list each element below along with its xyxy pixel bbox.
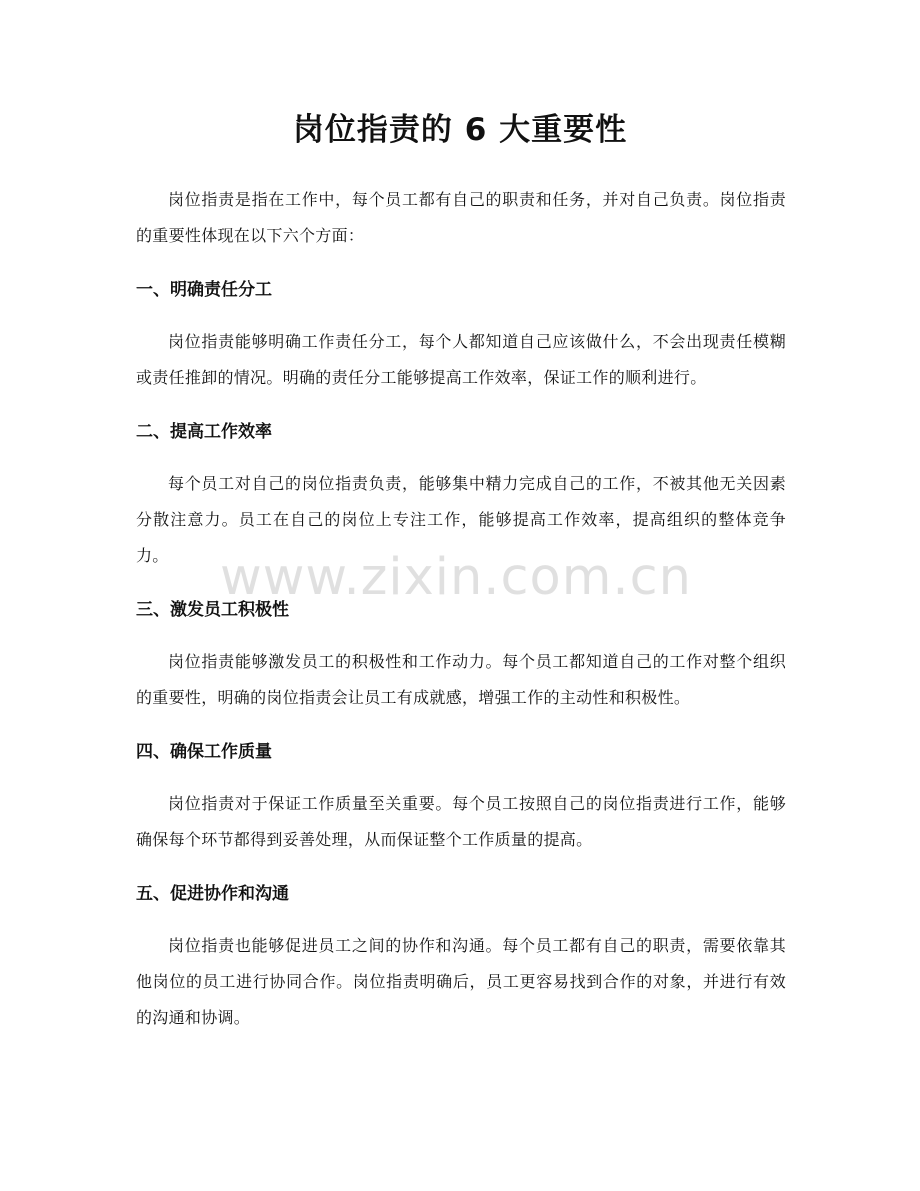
- section-body-3: 岗位指责能够激发员工的积极性和工作动力。每个员工都知道自己的工作对整个组织的重要性，明确的岗位指责会让员工有成就感，增强工作的主动性和积极性。: [136, 652, 786, 707]
- page-title: 岗位指责的 6 大重要性: [292, 112, 628, 148]
- section-body-4: 岗位指责对于保证工作质量至关重要。每个员工按照自己的岗位指责进行工作，能够确保每个环节都得到妥善处理，从而保证整个工作质量的提高。: [136, 794, 786, 849]
- section-body-2: 每个员工对自己的岗位指责负责，能够集中精力完成自己的工作，不被其他无关因素分散注意力。员工在自己的岗位上专注工作，能够提高工作效率，提高组织的整体竞争力。: [136, 474, 786, 565]
- intro-paragraph: 岗位指责是指在工作中，每个员工都有自己的职责和任务，并对自己负责。岗位指责的重要性体现在以下六个方面：: [136, 190, 786, 245]
- section-body-1: 岗位指责能够明确工作责任分工，每个人都知道自己应该做什么，不会出现责任模糊或责任推卸的情况。明确的责任分工能够提高工作效率，保证工作的顺利进行。: [136, 332, 786, 387]
- section-heading-4: 四、确保工作质量: [136, 742, 272, 762]
- section-heading-1: 一、明确责任分工: [136, 280, 272, 300]
- section-body-5: 岗位指责也能够促进员工之间的协作和沟通。每个员工都有自己的职责，需要依靠其他岗位的员工进行协同合作。岗位指责明确后，员工更容易找到合作的对象，并进行有效的沟通和协调。: [136, 936, 786, 1027]
- watermark-text: www.zixin.com.cn: [220, 548, 692, 607]
- section-heading-2: 二、提高工作效率: [136, 422, 272, 442]
- section-heading-3: 三、激发员工积极性: [136, 600, 289, 620]
- document-body: [136, 182, 786, 1036]
- section-heading-5: 五、促进协作和沟通: [136, 884, 289, 904]
